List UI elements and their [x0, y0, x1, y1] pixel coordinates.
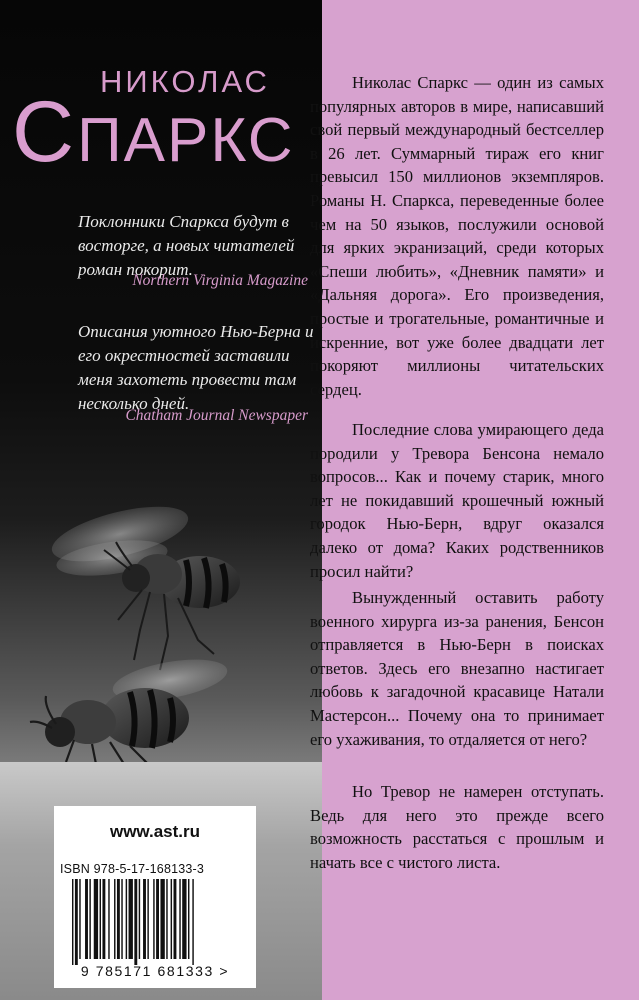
barcode-bar [179, 879, 180, 959]
barcode-bar [139, 879, 140, 959]
barcode-bar [114, 879, 115, 959]
review-source-2: Chatham Journal Newspaper [125, 407, 308, 424]
barcode-bar [79, 879, 80, 959]
barcode-bar [147, 879, 148, 959]
barcode-bar [89, 879, 90, 959]
flying-bee-icon [47, 496, 240, 670]
barcode-bar [129, 879, 133, 959]
barcode-digits: 9 785171 681333 > [80, 963, 230, 979]
author-last-name-rest: ПАРКС [77, 106, 295, 175]
publisher-website[interactable]: www.ast.ru [109, 822, 201, 841]
barcode-bar [117, 879, 120, 959]
barcode-bar [166, 879, 167, 959]
barcode-bar [156, 879, 159, 959]
synopsis-paragraph-1: Последние слова умирающего деда породили у Тревора Бенсона немало вопросов... Как и почему старик, много лет не покидавший крошечный южный городок Нью-Берн, вдруг оказался далеко от дома? Каких родственников просил найти? [310, 420, 604, 581]
barcode-bar [108, 879, 109, 959]
barcode-bar [85, 879, 88, 959]
barcode-bar [188, 879, 189, 959]
review-source-1: Northern Virginia Magazine [132, 272, 308, 289]
review-quote-2: Описания уютного Нью-Берна и его окрестностей заставили меня захотеть провести там несколько дней. [78, 322, 314, 413]
author-last-name [12, 83, 295, 182]
review-quote-1: Поклонники Спаркса будут в восторге, а новых читателей роман покорит. [78, 212, 295, 279]
about-author-paragraph: Николас Спаркс — один из самых популярных авторов в мире, написавший свой первый международный бестселлер в 26 лет. Суммарный тираж его книг превысил 150 миллионов экземпляров. Романы Н. Спаркса, переведенные более чем на 50 языков, послужили основой для ярких экранизаций, среди которых «Спеши любить», «Дневник памяти» и «Дальняя дорога». Его произведения, простые и трогательные, романтичные и искренние, вот уже более двадцати лет покоряют миллионы читательских сердец. [310, 73, 604, 399]
barcode-bar [72, 879, 73, 965]
author-last-name-initial: С [12, 84, 78, 180]
barcode-bar [160, 879, 164, 959]
bee-illustration-icon [0, 470, 322, 800]
synopsis-paragraph-3: Но Тревор не намерен отступать. Ведь для него это прежде всего возможность расстаться с прошлым и начать все с чистого листа. [310, 782, 604, 872]
barcode-bar [134, 879, 137, 965]
barcode-bar [153, 879, 154, 959]
barcode-bar [174, 879, 177, 959]
synopsis-paragraph-2: Вынужденный оставить работу военного хирурга из-за ранения, Бенсон отправляется в Нью-Берн в поисках ответов. Здесь его внезапно настигает любовь к загадочной красавице Натали Мастерсон... Почему она то принимает его ухаживания, то отдаляется от него? [310, 588, 604, 749]
barcode-bar [121, 879, 122, 959]
barcode-bar [143, 879, 146, 959]
barcode-bar [192, 879, 193, 965]
author-first-name: НИКОЛАС [100, 64, 270, 99]
barcode-bar [100, 879, 101, 959]
ean-13-barcode-icon [70, 879, 240, 965]
barcode-bar [75, 879, 78, 965]
barcode-bar [126, 879, 127, 959]
barcode-panel [54, 806, 256, 988]
barcode-bar [94, 879, 98, 959]
isbn-label: ISBN 978-5-17-168133-3 [60, 862, 205, 876]
barcode-bar [182, 879, 186, 959]
barcode-bar [102, 879, 105, 959]
barcode-bar [171, 879, 172, 959]
resting-bee-icon [30, 652, 230, 764]
